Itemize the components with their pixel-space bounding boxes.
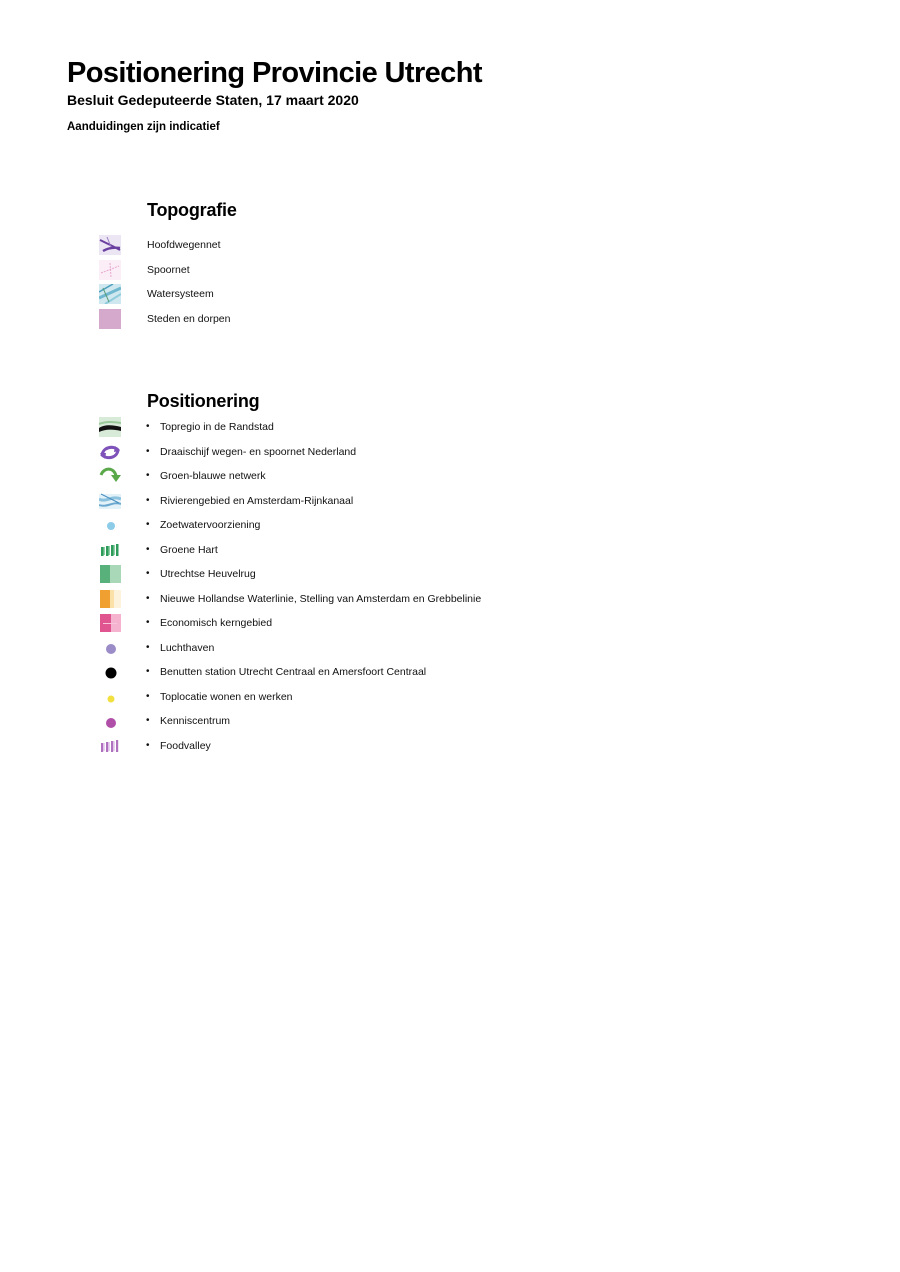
bullet: • (146, 641, 150, 653)
legend-item-toplocatie (0, 686, 900, 708)
waterline-block-icon (99, 589, 121, 609)
bullet: • (146, 519, 150, 530)
legend-item-kenniscentrum (0, 710, 900, 732)
green-heart-hatch-icon (99, 540, 121, 560)
legend-item-utrechtse-heuvelrug (0, 563, 900, 585)
legend-item-economisch-kerngebied (0, 612, 900, 634)
bullet: • (146, 617, 150, 628)
legend-label: Spoornet (147, 263, 190, 276)
bullet: • (146, 690, 150, 702)
legend-label: Toplocatie wonen en werken (160, 690, 293, 703)
legend-item-steden-en-dorpen (0, 308, 900, 330)
bullet: • (146, 421, 150, 432)
freshwater-dot-icon (99, 515, 121, 535)
legend-label: Utrechtse Heuvelrug (160, 568, 256, 580)
river-icon (99, 491, 121, 511)
top-region-icon (99, 417, 121, 437)
bullet: • (146, 445, 150, 457)
positionering-heading: Positionering (147, 391, 260, 411)
legend-label: Groen-blauwe netwerk (160, 470, 266, 482)
water-system-icon (99, 284, 121, 304)
legend-item-stations (0, 661, 900, 683)
legend-item-rivierengebied (0, 490, 900, 512)
bullet: • (146, 494, 150, 506)
road-network-icon (99, 235, 121, 255)
legend-item-hoofdwegennet (0, 234, 900, 256)
page-subtitle: Besluit Gedeputeerde Staten, 17 maart 2020 (67, 92, 359, 108)
legend-label: Kenniscentrum (160, 715, 231, 727)
legend-label: Zoetwatervoorziening (160, 519, 261, 531)
economic-block-icon (99, 613, 121, 633)
bullet: • (146, 666, 150, 677)
bullet: • (146, 543, 150, 555)
foodvalley-hatch-icon (99, 736, 121, 756)
legend-label: Nieuwe Hollandse Waterlinie, Stelling van Amsterdam en Grebbelinie (160, 592, 482, 605)
rail-network-icon (99, 260, 121, 280)
legend-label: Watersysteem (147, 288, 214, 300)
bullet: • (146, 715, 150, 726)
legend-item-waterlinie (0, 588, 900, 610)
legend-item-draaischijf (0, 441, 900, 463)
legend-label: Draaischijf wegen- en spoornet Nederland (160, 445, 357, 458)
legend-label: Rivierengebied en Amsterdam-Rijnkanaal (160, 494, 354, 507)
curved-arrow-icon (99, 466, 121, 486)
legend-label: Luchthaven (160, 641, 215, 654)
toplocation-dot-icon (99, 687, 121, 707)
legend-item-topregio (0, 416, 900, 438)
legend-label: Steden en dorpen (147, 312, 231, 325)
airport-dot-icon (99, 638, 121, 658)
bullet: • (146, 470, 150, 481)
station-dot-icon (99, 662, 121, 682)
hub-arrows-icon (99, 442, 121, 462)
legend-item-groen-blauwe-netwerk (0, 465, 900, 487)
legend-item-spoornet (0, 259, 900, 281)
legend-item-foodvalley (0, 735, 900, 757)
towns-icon (99, 309, 121, 329)
bullet: • (146, 739, 150, 751)
legend-item-watersysteem (0, 283, 900, 305)
indicative-note: Aanduidingen zijn indicatief (67, 121, 220, 133)
legend-label: Economisch kerngebied (160, 617, 273, 629)
knowledge-dot-icon (99, 711, 121, 731)
legend-label: Hoofdwegennet (147, 239, 221, 251)
bullet: • (146, 568, 150, 579)
legend-label: Groene Hart (160, 543, 218, 556)
legend-item-luchthaven (0, 637, 900, 659)
legend-item-groene-hart (0, 539, 900, 561)
legend-label: Foodvalley (160, 739, 211, 752)
legend-label: Topregio in de Randstad (160, 421, 274, 433)
topografie-heading: Topografie (147, 200, 237, 220)
bullet: • (146, 592, 150, 604)
ridge-block-icon (99, 564, 121, 584)
legend-label: Benutten station Utrecht Centraal en Amersfoort Centraal (160, 666, 427, 678)
page-title: Positionering Provincie Utrecht (67, 57, 482, 89)
legend-item-zoetwatervoorziening (0, 514, 900, 536)
